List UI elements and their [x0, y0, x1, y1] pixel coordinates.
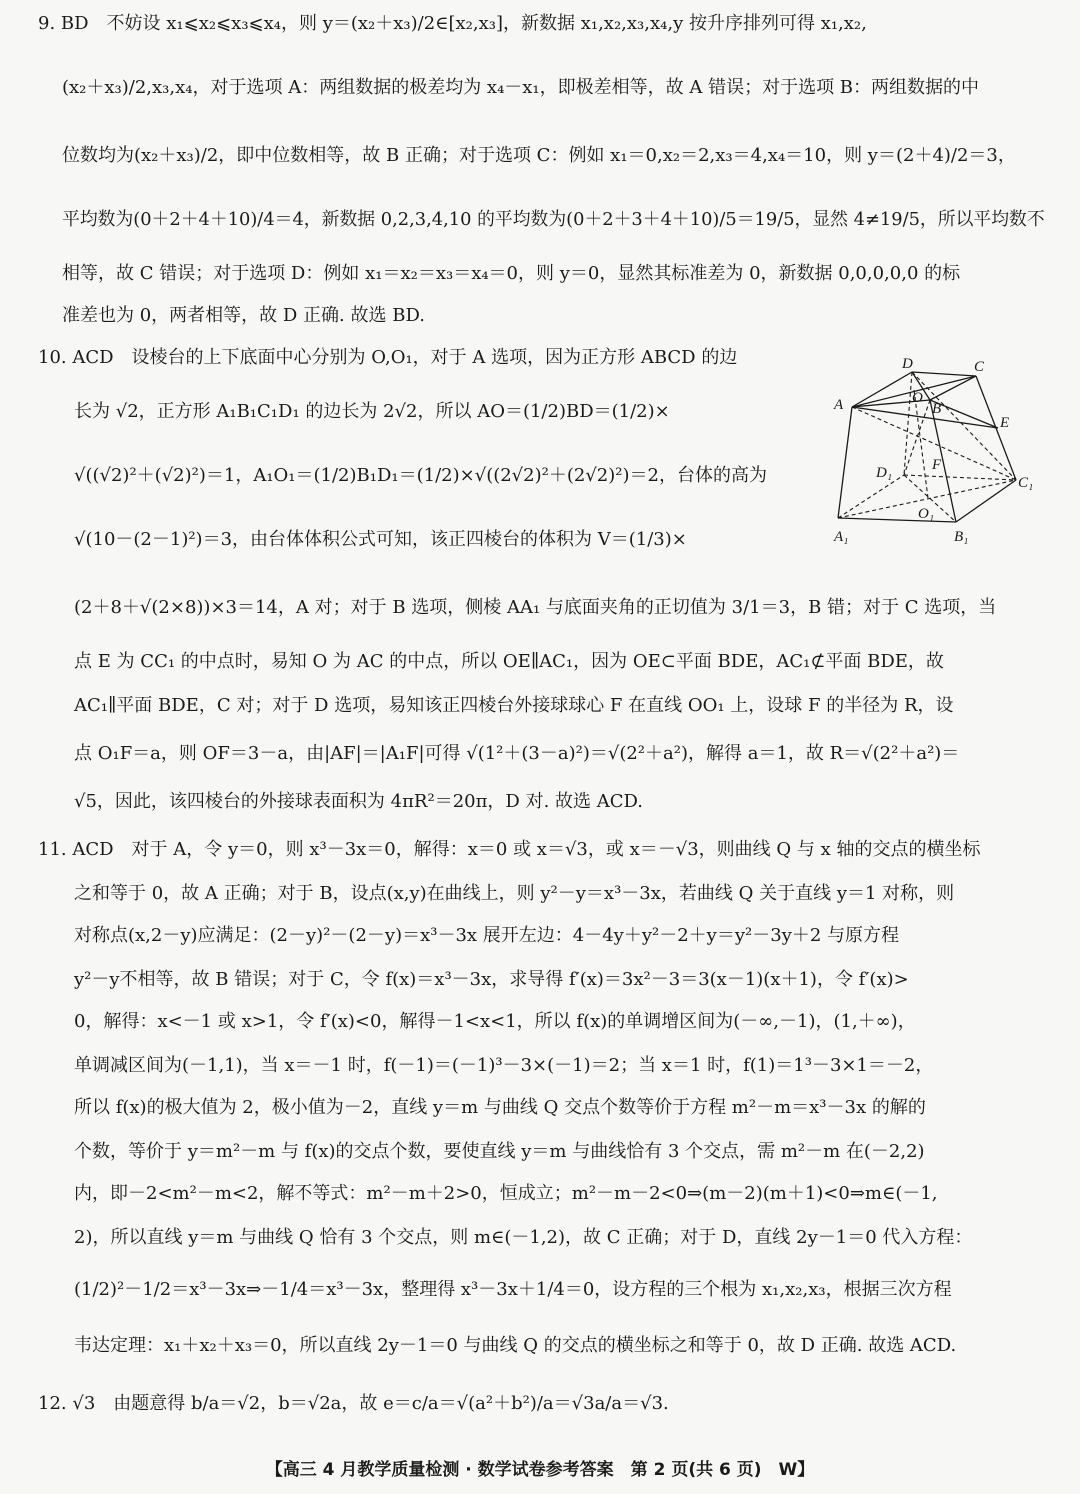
text-line: AC₁∥平面 BDE，C 对；对于 D 选项，易知该正四棱台外接球球心 F 在直线 OO₁ 上，设球 F 的半径为 R，设: [74, 695, 954, 716]
text-line: 相等，故 C 错误；对于选项 D：例如 x₁＝x₂＝x₃＝x₄＝0，则 y＝0，显然其标准差为 0，新数据 0,0,0,0,0 的标: [62, 263, 961, 284]
text-line: 位数均为(x₂＋x₃)/2，即中位数相等，故 B 正确；对于选项 C：例如 x₁＝0,x₂＝2,x₃＝4,x₄＝10，则 y＝(2＋4)/2＝3，: [62, 145, 1016, 166]
text-line: 对称点(x,2－y)应满足：(2－y)²－(2－y)＝x³－3x 展开左边：4－4y＋y²－2＋y＝y²－3y＋2 与原方程: [74, 925, 900, 946]
label-F: F: [932, 457, 942, 473]
text-line: 11. ACD 对于 A，令 y＝0，则 x³－3x＝0，解得：x＝0 或 x＝√3，或 x＝－√3，则曲线 Q 与 x 轴的交点的横坐标: [38, 839, 981, 860]
text-line: 点 E 为 CC₁ 的中点时，易知 O 为 AC 的中点，所以 OE∥AC₁，因为 OE⊂平面 BDE，AC₁⊄平面 BDE，故: [74, 651, 944, 672]
label-O1: O₁: [918, 506, 935, 522]
text-line: 之和等于 0，故 A 正确；对于 B，设点(x,y)在曲线上，则 y²－y＝x³－3x，若曲线 Q 关于直线 y＝1 对称，则: [74, 883, 955, 904]
text-line: 内，即－2<m²－m<2，解不等式：m²－m＋2>0，恒成立；m²－m－2<0⇒(m－2)(m＋1)<0⇒m∈(－1,: [74, 1183, 938, 1204]
text-line: 单调减区间为(－1,1)，当 x＝－1 时，f(－1)＝(－1)³－3×(－1)＝2；当 x＝1 时，f(1)＝1³－3×1＝－2，: [74, 1055, 934, 1076]
text-line: y²－y不相等，故 B 错误；对于 C，令 f(x)＝x³－3x，求导得 f′(x)＝3x²－3＝3(x－1)(x＋1)，令 f′(x)>: [74, 969, 909, 990]
text-line: 12. √3 由题意得 b/a＝√2，b＝√2a，故 e＝c/a＝√(a²＋b²)/a＝√3a/a＝√3.: [38, 1393, 669, 1414]
text-line: 个数，等价于 y＝m²－m 与 f(x)的交点个数，要使直线 y＝m 与曲线恰有 3 个交点，需 m²－m 在(－2,2): [74, 1141, 925, 1162]
text-line: 9. BD 不妨设 x₁⩽x₂⩽x₃⩽x₄，则 y＝(x₂＋x₃)/2∈[x₂,x₃]，新数据 x₁,x₂,x₃,x₄,y 按升序排列可得 x₁,x₂,: [38, 13, 867, 34]
label-D1: D₁: [876, 465, 893, 481]
label-C: C: [974, 359, 985, 375]
text-line: 长为 √2，正方形 A₁B₁C₁D₁ 的边长为 2√2，所以 AO＝(1/2)BD＝(1/2)×: [74, 401, 670, 422]
text-line: 2)，所以直线 y＝m 与曲线 Q 恰有 3 个交点，则 m∈(－1,2)，故 C 正确；对于 D，直线 2y－1＝0 代入方程：: [74, 1227, 973, 1248]
text-line: (1/2)²－1/2＝x³－3x⇒－1/4＝x³－3x，整理得 x³－3x＋1/4＝0，设方程的三个根为 x₁,x₂,x₃，根据三次方程: [74, 1279, 952, 1300]
text-line: 10. ACD 设棱台的上下底面中心分别为 O,O₁，对于 A 选项，因为正方形 ABCD 的边: [38, 347, 738, 368]
text-line: 点 O₁F＝a，则 OF＝3－a，由|AF|＝|A₁F|可得 √(1²＋(3－a)²)＝√(2²＋a²)，解得 a＝1，故 R＝√(2²＋a²)＝: [74, 743, 960, 764]
text-line: 所以 f(x)的极大值为 2，极小值为－2，直线 y＝m 与曲线 Q 交点个数等价于方程 m²－m＝x³－3x 的解的: [74, 1097, 926, 1118]
text-line: (2＋8＋√(2×8))×3＝14，A 对；对于 B 选项，侧棱 AA₁ 与底面夹角的正切值为 3/1＝3，B 错；对于 C 选项，当: [74, 597, 997, 618]
label-D: D: [902, 356, 913, 372]
text-line: 准差也为 0，两者相等，故 D 正确. 故选 BD.: [62, 305, 425, 326]
label-A: A: [834, 397, 844, 413]
text-line: √(10－(2－1)²)＝3，由台体体积公式可知，该正四棱台的体积为 V＝(1/3)×: [74, 529, 687, 550]
label-C1: C₁: [1018, 475, 1034, 491]
label-A1: A₁: [834, 529, 849, 545]
page-footer: 【高三 4 月教学质量检测 · 数学试卷参考答案 第 2 页(共 6 页) W】: [265, 1460, 815, 1480]
label-B1: B₁: [954, 529, 969, 545]
text-line: √5，因此，该四棱台的外接球表面积为 4πR²＝20π，D 对. 故选 ACD.: [74, 791, 644, 812]
text-line: (x₂＋x₃)/2,x₃,x₄，对于选项 A：两组数据的极差均为 x₄－x₁，即极差相等，故 A 错误；对于选项 B：两组数据的中: [62, 77, 980, 98]
label-E: E: [1000, 415, 1010, 431]
frustum-figure: [828, 355, 1038, 550]
label-O: O: [912, 390, 923, 406]
label-B: B: [932, 401, 942, 417]
text-line: 平均数为(0＋2＋4＋10)/4＝4，新数据 0,2,3,4,10 的平均数为(0＋2＋3＋4＋10)/5＝19/5，显然 4≠19/5，所以平均数不: [62, 209, 1045, 230]
text-line: 0，解得：x<－1 或 x>1，令 f′(x)<0，解得－1<x<1，所以 f(x)的单调增区间为(－∞,－1)，(1,＋∞)，: [74, 1011, 916, 1032]
text-line: 韦达定理：x₁＋x₂＋x₃＝0，所以直线 2y－1＝0 与曲线 Q 的交点的横坐标之和等于 0，故 D 正确. 故选 ACD.: [74, 1335, 957, 1356]
text-line: √((√2)²＋(√2)²)＝1，A₁O₁＝(1/2)B₁D₁＝(1/2)×√((2√2)²＋(2√2)²)＝2，台体的高为: [74, 465, 767, 486]
